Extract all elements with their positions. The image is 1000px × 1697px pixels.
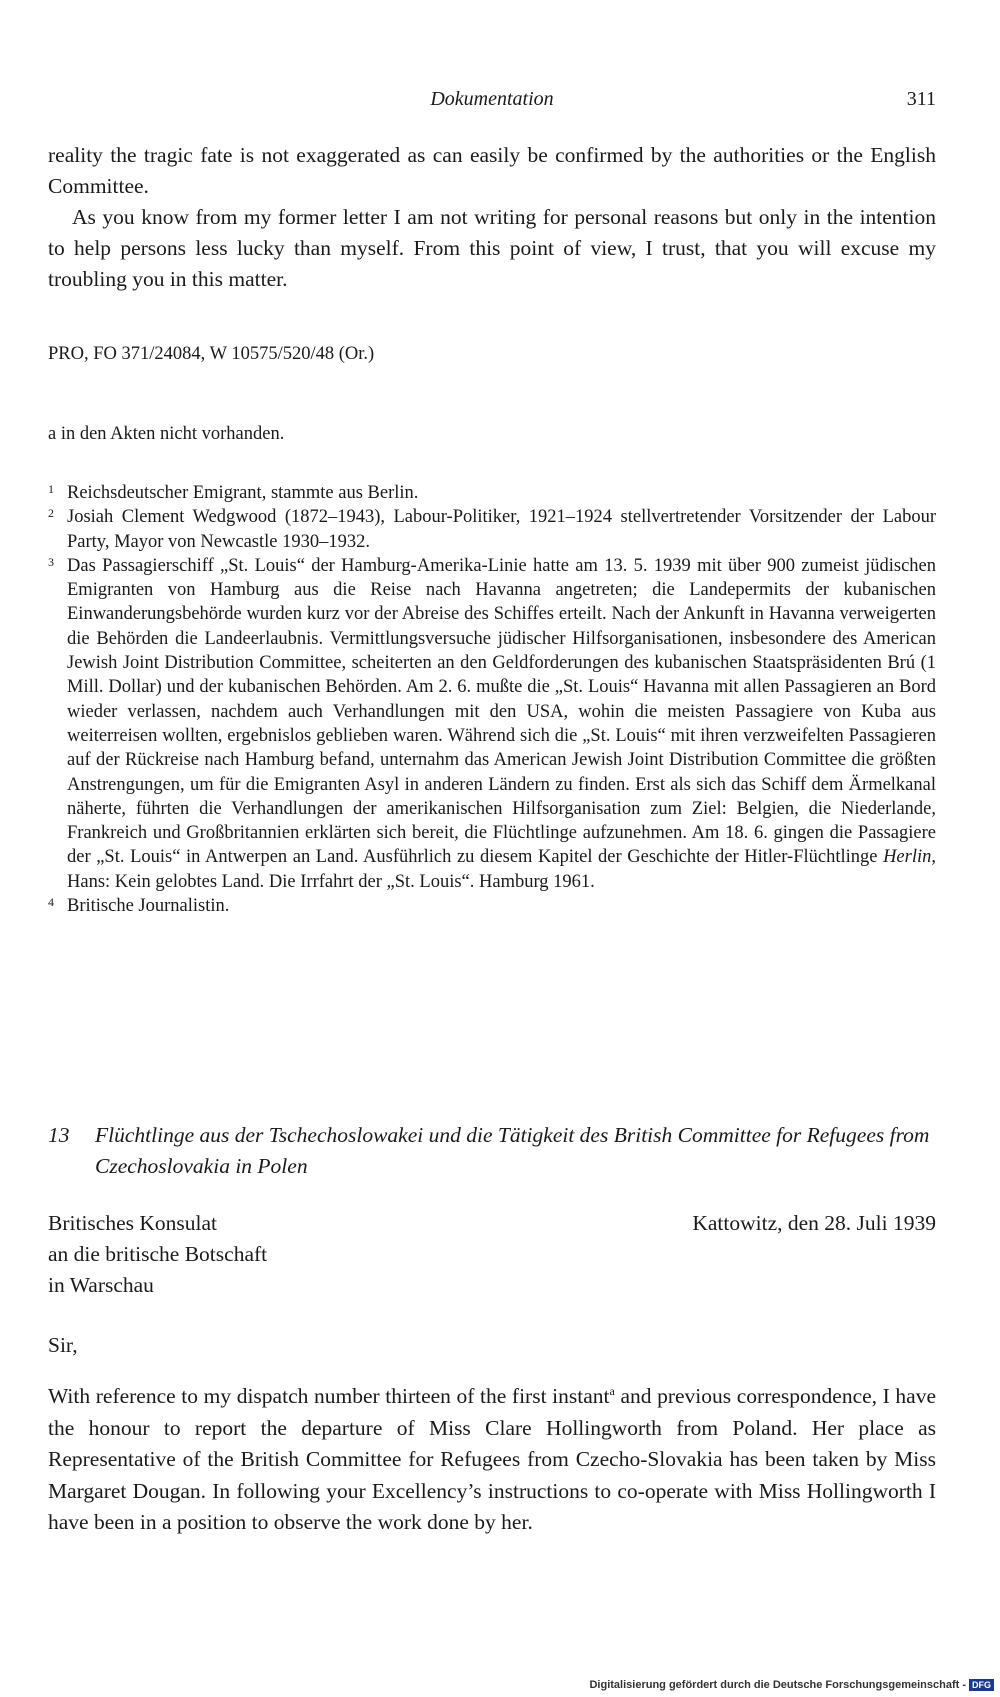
dfg-logo: DFG — [969, 1679, 994, 1691]
footnote — [48, 554, 936, 894]
footnote-mark: 1 — [48, 482, 54, 496]
letter-body — [48, 1381, 936, 1539]
footnote — [48, 481, 936, 505]
running-title: Dokumentation — [430, 88, 554, 110]
archive-source-reference: PRO, FO 371/24084, W 10575/520/48 (Or.) — [48, 344, 375, 364]
note-reference-mark: a — [609, 1383, 615, 1398]
document-number: 13 — [48, 1123, 70, 1147]
paragraph: As you know from my former letter I am not writing for personal reasons but only in the intention to help persons less lucky than myself. From this point of view, I trust, that you will excuse my troubling you in this matter. — [48, 205, 936, 291]
sender-line: Britisches Konsulat — [48, 1211, 217, 1235]
document-title: Flüchtlinge aus der Tschechoslowakei und die Tätigkeit des British Committee for Refugees from Czechoslovakia in Polen — [95, 1123, 930, 1178]
letter-text: and previous correspondence, I have the honour to report the departure of Miss Clare Hollingworth from Poland. Her place as Representative of the British Committee for Refugees from Czecho-Slovakia has been taken by Miss Margaret Dougan. In following your Excellency’s instructions to co-operate with Miss Hollingworth I have been in a position to observe the work done by her. — [48, 1384, 937, 1534]
letter-continuation — [48, 140, 936, 295]
digitization-credit — [589, 1679, 994, 1691]
footnote-text: Britische Journalistin. — [67, 896, 230, 917]
sender-block — [48, 1208, 267, 1301]
running-header — [48, 88, 936, 118]
place-date: Kattowitz, den 28. Juli 1939 — [692, 1211, 936, 1235]
sender-line: an die britische Botschaft — [48, 1242, 268, 1266]
paragraph: reality the tragic fate is not exaggerated as can easily be confirmed by the authorities or the English Committee. — [48, 143, 936, 198]
sender-line: in Warschau — [48, 1273, 154, 1297]
footnote-text: Das Passagierschiff „St. Louis“ der Hamburg-Amerika-Linie hatte am 13. 5. 1939 mit über 900 zumeist jüdischen Emigranten von Hamburg aus die Reise nach Havanna angetreten; die Landepermits der kubanischen Einwanderungsbehörde wurden kurz vor der Abreise des Schiffes erteilt. Nach der Ankunft in Havanna verweigerten die Behörden die Landeerlaubnis. Vermittlungsversuche jüdischer Hilfsorganisationen, insbesondere des American Jewish Joint Distribution Committee, scheiterten an den Geldforderungen des kubanischen Staatspräsidenten Brú (1 Mill. Dollar) und der kubanischen Behörden. Am 2. 6. mußte die „St. Louis“ Havanna mit allen Passagieren an Bord wieder verlassen, nachdem auch Verhandlungen mit den USA, wohin die meisten Passagiere von Kuba aus weiterreisen wollten, ergebnislos geblieben waren. Während sich die „St. Louis“ mit ihren verzweifelten Passagieren auf der Rückreise nach Hamburg befand, unternahm das American Jewish Joint Distribution Committee die größten Anstrengungen, um für die Emigranten Asyl in anderen Ländern zu finden. Erst als sich das Schiff dem Ärmelkanal näherte, führten die Verhandlungen der amerikanischen Hilfsorganisation zum Ziel: Belgien, die Niederlande, Frankreich und Großbritannien erklärten sich bereit, die Flüchtlinge aufzunehmen. Am 18. 6. gingen die Passagiere der „St. Louis“ in Antwerpen an Land. Ausführlich zu diesem Kapitel der Geschichte der Hitler-Flüchtlinge — [67, 555, 936, 868]
credit-text: Digitalisierung gefördert durch die Deutsche Forschungsgemeinschaft - — [589, 1679, 966, 1691]
footnote-text: Reichsdeutscher Emigrant, stammte aus Berlin. — [67, 483, 419, 503]
footnote-mark: 4 — [48, 895, 54, 910]
page-number: 311 — [906, 88, 936, 110]
footnote-text: Josiah Clement Wedgwood (1872–1943), Labour-Politiker, 1921–1924 stellvertretender Vorsitzender der Labour Party, Mayor von Newcastle 1930–1932. — [67, 507, 936, 552]
footnote-author: Herlin — [883, 847, 932, 868]
salutation: Sir, — [48, 1333, 78, 1357]
footnotes — [48, 481, 936, 918]
footnote — [48, 505, 936, 554]
letter-text: With reference to my dispatch number thirteen of the first instant — [48, 1384, 610, 1408]
footnote-mark: 3 — [48, 554, 54, 569]
editorial-note-a: a in den Akten nicht vorhanden. — [48, 424, 285, 444]
footnote-text: , Hans: Kein gelobtes Land. Die Irrfahrt der „St. Louis“. Hamburg 1961. — [67, 847, 936, 892]
footnote-mark: 2 — [48, 506, 54, 521]
footnote — [48, 894, 936, 918]
document-heading — [48, 1120, 936, 1182]
